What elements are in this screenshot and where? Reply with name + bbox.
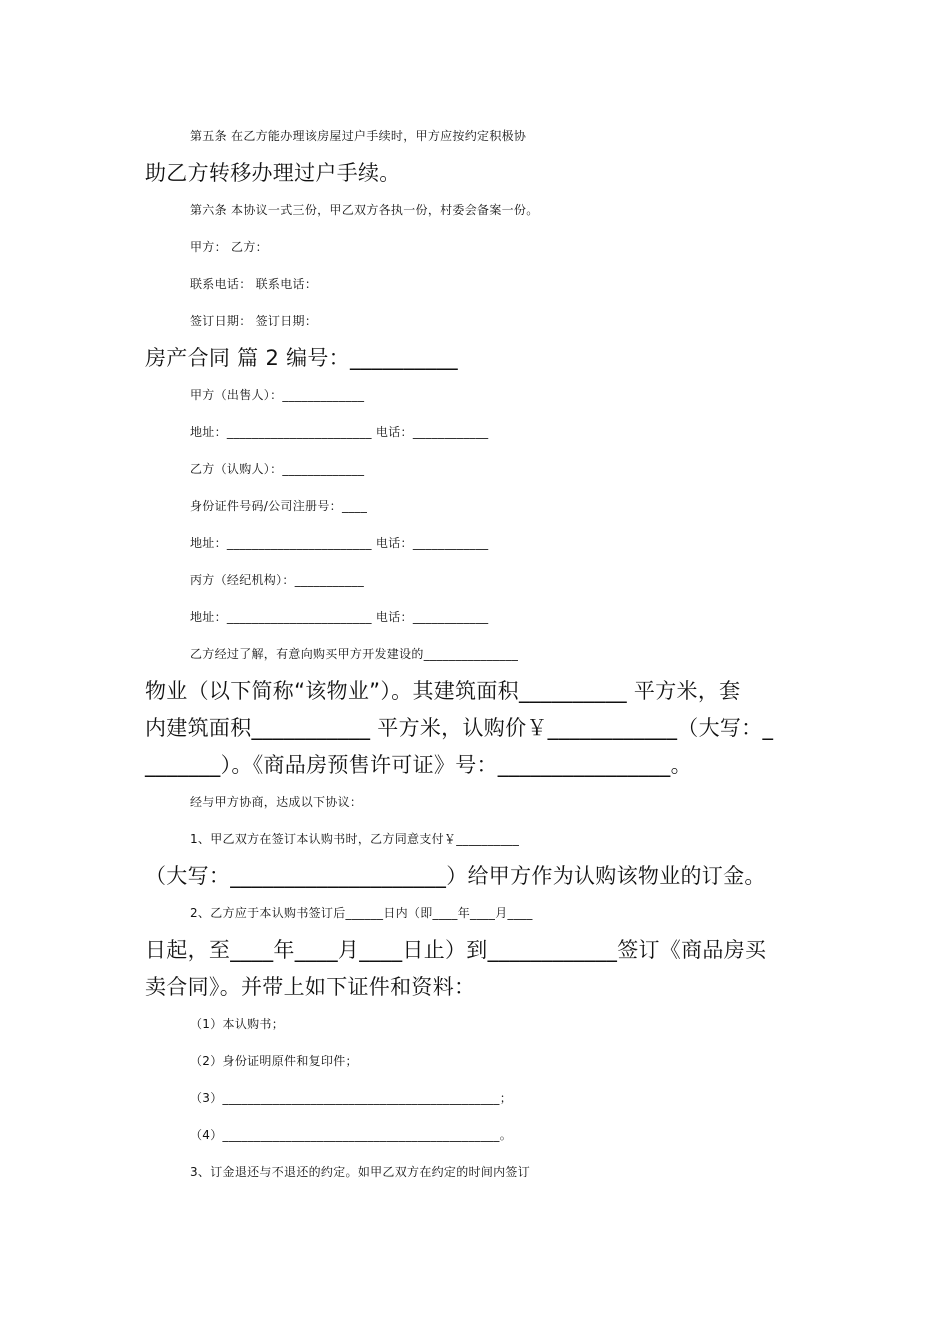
text-line: 2、乙方应于本认购书签订后______日内（即____年____月____	[190, 906, 533, 920]
text-line: 身份证件号码/公司注册号：____	[190, 499, 368, 513]
text-line: 内建筑面积___________ 平方米，认购价￥____________（大写：_	[145, 716, 774, 740]
text-line: 乙方（认购人）：_____________	[190, 462, 365, 476]
text-line: 卖合同》。并带上如下证件和资料：	[145, 975, 476, 999]
section-heading: 房产合同 篇 2 编号：__________	[145, 346, 458, 370]
text-line: 第五条 在乙方能办理该房屋过户手续时，甲方应按约定积极协	[190, 129, 527, 143]
text-line: 联系电话： 联系电话：	[190, 277, 318, 291]
text-line: _______）。《商品房预售许可证》号：________________。	[145, 753, 692, 777]
text-line: 地址：_______________________ 电话：____________	[190, 536, 489, 550]
list-item: （4）____________________________________________。	[190, 1128, 513, 1142]
text-line: 地址：_______________________ 电话：____________	[190, 425, 489, 439]
text-line: 1、甲乙双方在签订本认购书时，乙方同意支付￥__________	[190, 832, 520, 846]
text-line: 乙方经过了解，有意向购买甲方开发建设的_______________	[190, 647, 519, 661]
text-line: 物业（以下简称“该物业”）。其建筑面积__________ 平方米，套	[145, 679, 741, 703]
text-line: 甲方（出售人）：_____________	[190, 388, 365, 402]
text-line: 助乙方转移办理过户手续。	[145, 161, 401, 185]
list-item: （1）本认购书；	[190, 1017, 285, 1031]
text-line: 签订日期： 签订日期：	[190, 314, 318, 328]
list-item: （2）身份证明原件和复印件；	[190, 1054, 358, 1068]
text-line: 第六条 本协议一式三份，甲乙双方各执一份，村委会备案一份。	[190, 203, 539, 217]
text-line: 甲方： 乙方：	[190, 240, 268, 254]
list-item: （3）____________________________________________；	[190, 1091, 513, 1105]
text-line: 日起，至____年____月____日止）到____________签订《商品房买	[145, 938, 767, 962]
text-line: 经与甲方协商，达成以下协议：	[190, 795, 363, 809]
text-line: 丙方（经纪机构）：___________	[190, 573, 365, 587]
text-line: 地址：_______________________ 电话：____________	[190, 610, 489, 624]
text-line: （大写：____________________）给甲方作为认购该物业的订金。	[145, 864, 766, 888]
text-line: 3、订金退还与不退还的约定。如甲乙双方在约定的时间内签订	[190, 1165, 531, 1179]
